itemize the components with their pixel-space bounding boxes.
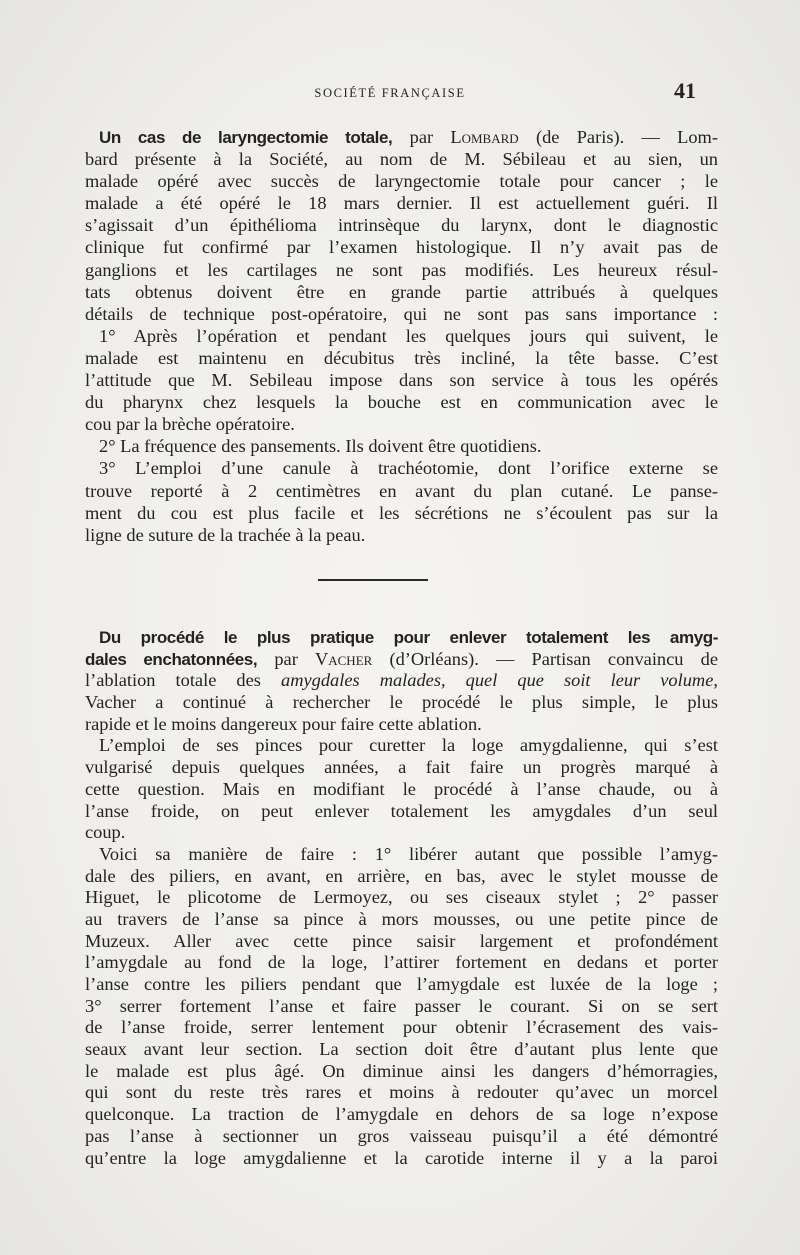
- text-line: [85, 1148, 718, 1170]
- body-text: par: [257, 648, 315, 669]
- text-line: [85, 148, 718, 170]
- body-text: ment du cou est plus facile et les sécrétions ne s’écoulent pas sur la: [85, 502, 718, 523]
- text-line: [85, 303, 718, 325]
- text-line: [85, 214, 718, 236]
- text-line: [85, 480, 718, 502]
- body-text: cou par la brèche opératoire.: [85, 414, 295, 435]
- page-number: 41: [674, 78, 696, 103]
- body-text: seaux avant leur section. La section doit être d’autant plus lente que: [85, 1039, 718, 1060]
- text-line: [85, 714, 718, 736]
- text-line: [85, 347, 718, 369]
- body-text: (de Paris). — Lom-: [518, 127, 718, 147]
- text-line: [85, 502, 718, 524]
- body-text: détails de technique post-opératoire, qui ne sont pas sans importance :: [85, 303, 718, 324]
- emphasis-text: amygdales malades: [281, 670, 441, 691]
- body-text: l’amygdale au fond de la loge, l’attirer fortement en dedans et porter: [85, 952, 718, 973]
- text-line: [85, 866, 718, 888]
- emphasis-text: quel que soit leur volume: [465, 670, 714, 691]
- text-line: [85, 670, 718, 692]
- text-line: [85, 1061, 718, 1083]
- text-line: [85, 1017, 718, 1039]
- article-heading: Du procédé le plus pratique pour enlever totalement les amyg-: [99, 628, 718, 647]
- body-text: l’attitude que M. Sebileau impose dans son service à tous les opérés: [85, 370, 718, 391]
- body-text: Voici sa manière de faire : 1° libérer autant que possible l’amyg-: [99, 843, 718, 864]
- text-line: [85, 757, 718, 779]
- body-text: Higuet, le plicotome de Lermoyez, ou ses ciseaux stylet ; 2° passer: [85, 887, 718, 908]
- body-text: ,: [713, 670, 718, 691]
- body-text: par: [392, 127, 451, 147]
- text-line: [85, 325, 718, 347]
- author-name: Vacher: [314, 648, 373, 669]
- body-text: quelconque. La traction de l’amygdale en dehors de sa loge n’expose: [85, 1104, 718, 1125]
- author-name: Lombard: [450, 127, 519, 147]
- text-line: [85, 627, 718, 649]
- body-text: malade est maintenu en décubitus très incliné, la tête basse. C’est: [85, 347, 718, 368]
- text-line: [85, 822, 718, 844]
- text-line: [85, 524, 718, 546]
- text-line: [85, 1126, 718, 1148]
- body-text: le malade est plus âgé. On diminue ainsi les dangers d’hémorragies,: [85, 1060, 718, 1081]
- body-text: du pharynx chez lesquels la bouche est en communication avec le: [85, 392, 718, 413]
- text-line: [85, 801, 718, 823]
- text-line: [85, 369, 718, 391]
- text-line: [85, 779, 718, 801]
- text-line: [85, 931, 718, 953]
- text-line: [85, 1104, 718, 1126]
- body-text: l’anse contre les piliers pendant que l’amygdale est luxée de la loge ;: [85, 974, 718, 994]
- body-text: vulgarisé depuis quelques années, a fait faire un progrès marqué à: [85, 757, 718, 778]
- body-text: bard présente à la Société, au nom de M. Sébileau et au sien, un: [85, 149, 718, 170]
- body-text: 3° L’emploi d’une canule à trachéotomie, dont l’orifice externe se: [99, 458, 718, 479]
- text-line: [85, 281, 718, 303]
- body-text: trouve reporté à 2 centimètres en avant du plan cutané. Le panse-: [85, 480, 718, 501]
- body-text: coup.: [85, 822, 126, 843]
- text-line: [85, 887, 718, 909]
- body-text: rapide et le moins dangereux pour faire cette ablation.: [85, 713, 482, 734]
- text-line: [85, 974, 718, 996]
- text-line: [85, 1082, 718, 1104]
- body-text: s’agissait d’un épithélioma intrinsèque du larynx, dont le diagnostic: [85, 215, 718, 236]
- body-text: Vacher a continué à rechercher le procédé le plus simple, le plus: [85, 692, 718, 713]
- text-line: [85, 259, 718, 281]
- body-text: malade a été opéré le 18 mars dernier. Il est actuellement guéri. Il: [85, 193, 718, 214]
- body-text: cette question. Mais en modifiant le procédé à l’anse chaude, ou à: [85, 778, 718, 799]
- body-text: Muzeux. Aller avec cette pince saisir largement et profondément: [85, 930, 718, 951]
- body-text: 3° serrer fortement l’anse et faire passer le courant. Si on se sert: [85, 995, 718, 1016]
- article-laryngectomie: [85, 126, 718, 546]
- body-text: qui sont du reste très rares et moins à redouter qu’avec un morcel: [85, 1082, 718, 1103]
- body-text: ganglions et les cartilages ne sont pas modifiés. Les heureux résul-: [85, 259, 718, 280]
- text-line: [85, 236, 718, 258]
- body-text: dale des piliers, en avant, en arrière, en bas, avec le stylet mousse de: [85, 865, 718, 886]
- body-text: clinique fut confirmé par l’examen histologique. Il n’y avait pas de: [85, 237, 718, 258]
- body-text: l’ablation totale des: [85, 670, 281, 691]
- article-heading: dales enchatonnées,: [85, 649, 258, 669]
- text-line: [85, 391, 718, 413]
- body-text: pas l’anse à sectionner un gros vaisseau puisqu’il a été démontré: [85, 1125, 718, 1146]
- text-line: [85, 692, 718, 714]
- body-text: 1° Après l’opération et pendant les quelques jours qui suivent, le: [99, 325, 718, 346]
- body-text: ,: [441, 670, 466, 691]
- running-title: SOCIÉTÉ FRANÇAISE: [314, 86, 466, 100]
- text-line: [85, 952, 718, 974]
- body-text: l’anse froide, on peut enlever totalement les amygdales d’un seul: [85, 800, 718, 821]
- body-text: au travers de l’anse sa pince à mors mousses, ou une petite pince de: [85, 908, 718, 929]
- body-text: qu’entre la loge amygdalienne et la carotide interne il y a la paroi: [85, 1147, 718, 1168]
- text-line: [85, 996, 718, 1018]
- text-line: [85, 126, 718, 148]
- article-heading: Un cas de laryngectomie totale,: [99, 128, 393, 147]
- section-divider: [318, 579, 428, 581]
- text-line: [85, 192, 718, 214]
- body-text: malade opéré avec succès de laryngectomie totale pour cancer ; le: [85, 171, 718, 192]
- text-line: [85, 170, 718, 192]
- text-line: [85, 1039, 718, 1061]
- body-text: tats obtenus doivent être en grande partie attribués à quelques: [85, 281, 718, 302]
- text-line: [85, 649, 718, 671]
- body-text: L’emploi de ses pinces pour curetter la loge amygdalienne, qui s’est: [99, 735, 718, 756]
- text-line: [85, 435, 718, 457]
- text-line: [85, 844, 718, 866]
- text-line: [85, 413, 718, 435]
- text-line: [85, 735, 718, 757]
- body-text: ligne de suture de la trachée à la peau.: [85, 524, 366, 545]
- body-text: de l’anse froide, serrer lentement pour obtenir l’écrasement des vais-: [85, 1017, 718, 1038]
- body-text: 2° La fréquence des pansements. Ils doivent être quotidiens.: [99, 436, 542, 457]
- text-line: [85, 909, 718, 931]
- body-text: (d’Orléans). — Partisan convaincu de: [372, 648, 718, 669]
- article-amygdales: [85, 627, 718, 1169]
- text-line: [85, 457, 718, 479]
